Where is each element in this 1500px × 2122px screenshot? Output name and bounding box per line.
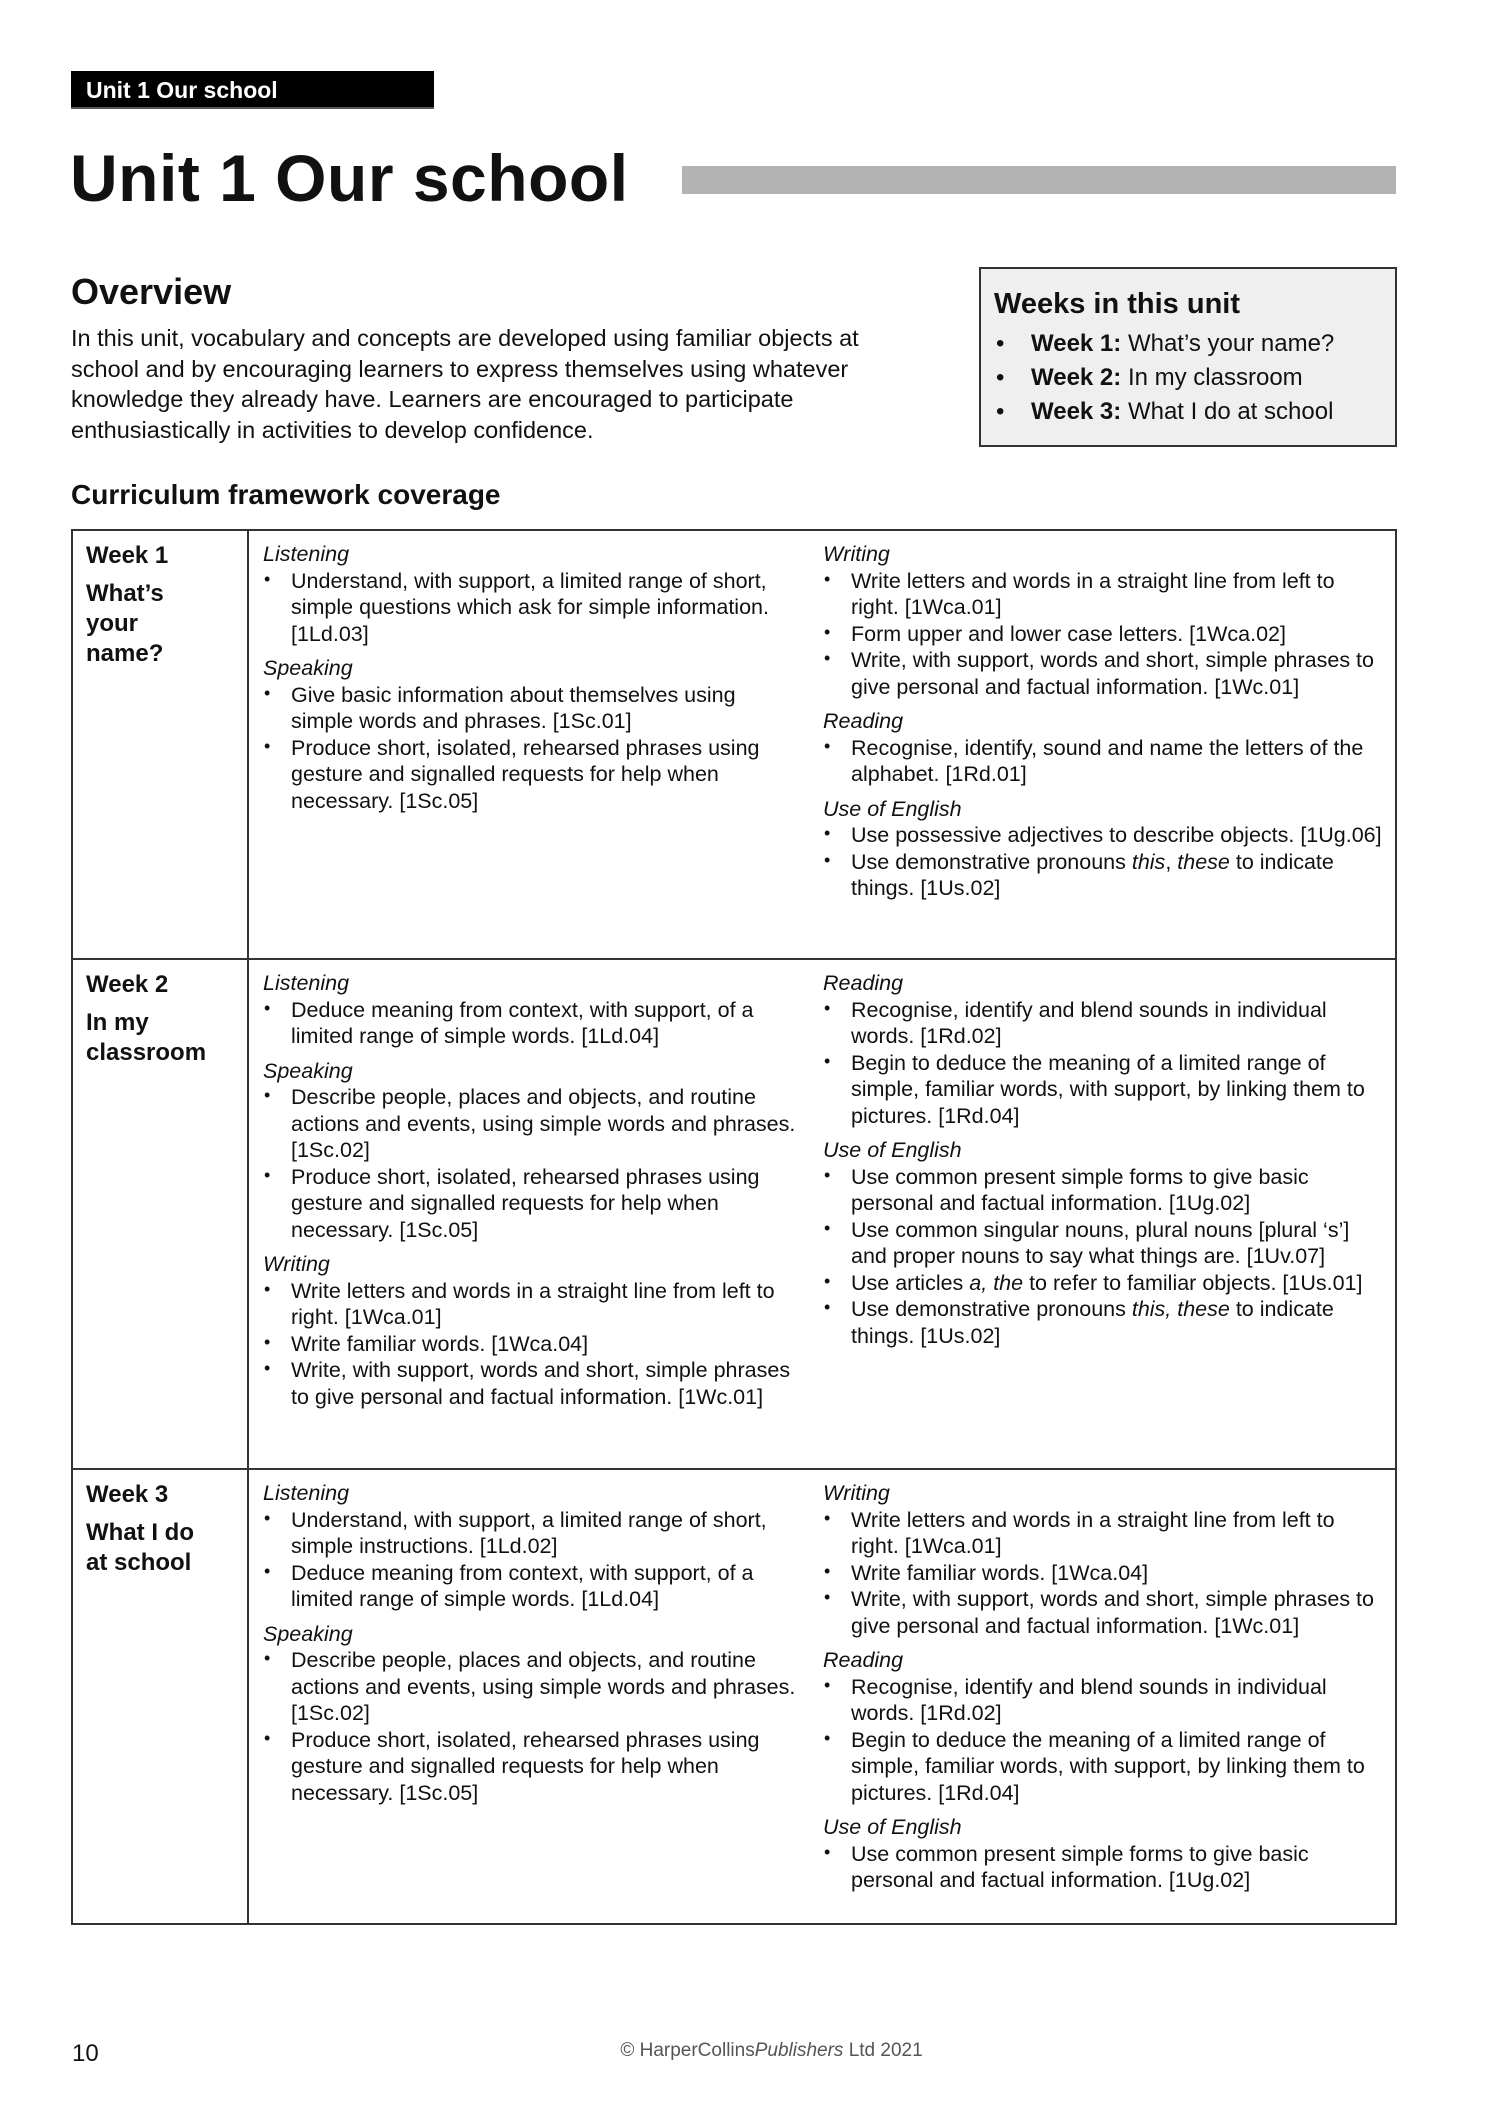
objective-item <box>823 1586 1385 1639</box>
skill-heading: Writing <box>263 1252 330 1276</box>
bullet-icon: • <box>996 330 1005 357</box>
objective-item <box>823 735 1385 788</box>
running-head: Unit 1 Our school <box>71 71 434 109</box>
skill-section <box>823 541 1385 700</box>
week-text: What I do at school <box>1127 398 1334 425</box>
objective-text: Recognise, identify and blend sounds in individual words. [1Rd.02] <box>851 1674 1327 1725</box>
bullet-icon: • <box>824 735 831 756</box>
skill-section <box>823 1137 1385 1349</box>
bullet-icon: • <box>824 1507 831 1528</box>
skill-heading: Speaking <box>263 1058 353 1083</box>
bullet-icon: • <box>824 1297 831 1317</box>
bullet-icon: • <box>824 1050 831 1071</box>
objective-item <box>823 621 1385 648</box>
objective-list <box>263 1278 803 1411</box>
objective-item <box>263 1084 803 1164</box>
bullet-icon: • <box>824 1587 831 1607</box>
objective-item <box>823 997 1385 1050</box>
bullet-icon: • <box>264 1164 271 1185</box>
skill-section <box>823 708 1385 788</box>
objective-item <box>263 997 803 1050</box>
objective-item <box>263 568 803 648</box>
bullet-icon: • <box>264 1727 271 1748</box>
objective-text: Write letters and words in a straight line from left to right. [1Wca.01] <box>851 1507 1335 1558</box>
skill-heading: Use of English <box>823 1815 962 1839</box>
objective-text: Produce short, isolated, rehearsed phrases using gesture and signalled requests for help when necessary. [1Sc.05] <box>291 1727 760 1805</box>
skill-heading: Reading <box>823 971 904 995</box>
week-cell <box>72 959 248 1469</box>
objective-text: Write familiar words. [1Wca.04] <box>851 1560 1149 1585</box>
skill-heading: Use of English <box>823 1138 962 1162</box>
week-text: What’s your name? <box>1127 330 1335 357</box>
skill-heading: Listening <box>263 1481 350 1505</box>
objective-list <box>823 997 1385 1130</box>
skill-heading: Writing <box>823 1481 890 1505</box>
bullet-icon: • <box>264 568 271 589</box>
week-label: Week 2: <box>1031 364 1122 391</box>
bullet-icon: • <box>824 997 831 1018</box>
title-decorative-bar <box>682 166 1396 194</box>
week-text: In my classroom <box>1127 364 1303 391</box>
objective-text: Begin to deduce the meaning of a limited range of simple, familiar words, with support, by linking them to pictures. [1Rd.04] <box>851 1050 1365 1128</box>
page-title: Unit 1 Our school <box>70 141 629 215</box>
bullet-icon: • <box>824 568 831 589</box>
objective-text: Deduce meaning from context, with support, of a limited range of simple words. [1Ld.04] <box>291 1560 754 1611</box>
skill-section <box>263 1058 803 1244</box>
objective-text: Write letters and words in a straight line from left to right. [1Wca.01] <box>851 568 1335 619</box>
objective-list <box>823 822 1385 902</box>
bullet-icon: • <box>824 1727 831 1748</box>
objective-item <box>263 1357 803 1410</box>
skill-section <box>823 796 1385 902</box>
objective-text: Understand, with support, a limited range of short, simple questions which ask for simple information. [1Ld.03] <box>291 568 769 646</box>
skill-heading: Use of English <box>823 796 962 821</box>
objective-text: Write letters and words in a straight line from left to right. [1Wca.01] <box>291 1278 775 1329</box>
objective-text: Use possessive adjectives to describe objects. [1Ug.06] <box>851 823 1382 847</box>
weeks-box-heading: Weeks in this unit <box>994 288 1241 320</box>
objective-list <box>823 1674 1385 1807</box>
objective-list <box>263 1647 803 1806</box>
bullet-icon: • <box>824 1164 831 1185</box>
objective-list <box>263 997 803 1050</box>
objective-list <box>823 1507 1385 1640</box>
curriculum-row <box>72 530 1396 959</box>
skill-heading: Speaking <box>263 1621 353 1646</box>
skill-heading: Reading <box>823 1648 904 1672</box>
objective-item <box>263 1560 803 1613</box>
skill-heading: Listening <box>263 971 350 995</box>
objective-text: Understand, with support, a limited range of short, simple instructions. [1Ld.02] <box>291 1507 767 1558</box>
page-number: 10 <box>72 2040 99 2067</box>
skills-cell-left <box>248 530 813 959</box>
objective-item <box>263 1647 803 1727</box>
objective-item <box>823 647 1385 700</box>
weeks-list <box>994 327 1383 429</box>
bullet-icon: • <box>824 1841 831 1862</box>
objective-list <box>263 682 803 815</box>
objective-item <box>823 568 1385 621</box>
objective-text: Deduce meaning from context, with support, of a limited range of simple words. [1Ld.04] <box>291 997 754 1048</box>
copyright-italic: Publishers <box>754 2040 844 2061</box>
skill-heading: Speaking <box>263 656 353 680</box>
skill-section <box>263 1480 803 1613</box>
objective-text: Use articles a, the to refer to familiar objects. [1Us.01] <box>851 1270 1363 1295</box>
curriculum-row <box>72 959 1396 1469</box>
objective-text: Use common singular nouns, plural nouns [plural ‘s’] and proper nouns to say what things are. [1Uv.07] <box>851 1217 1350 1268</box>
overview-text: In this unit, vocabulary and concepts are developed using familiar objects at school and by encouraging learners to express themselves using whatever knowledge they already have. Learners are encouraged to participate enthusiastically in activities to develop confidence. <box>71 325 859 443</box>
bullet-icon: • <box>824 648 831 668</box>
objective-text: Recognise, identify, sound and name the letters of the alphabet. [1Rd.01] <box>851 735 1364 786</box>
skills-cell-right <box>813 1469 1396 1924</box>
objective-item <box>823 1560 1385 1587</box>
objective-text: Use demonstrative pronouns this, these to indicate things. [1Us.02] <box>851 849 1334 900</box>
objective-item <box>263 1727 803 1807</box>
bullet-icon: • <box>264 735 271 756</box>
skill-section <box>823 1480 1385 1639</box>
objective-item <box>823 1050 1385 1130</box>
objective-item <box>263 682 803 735</box>
weeks-in-unit-box <box>979 267 1397 447</box>
bullet-icon: • <box>824 1560 831 1581</box>
week-title: What I do at school <box>86 1519 194 1576</box>
skill-heading: Reading <box>823 709 904 733</box>
objective-text: Begin to deduce the meaning of a limited range of simple, familiar words, with support, by linking them to pictures. [1Rd.04] <box>851 1727 1365 1805</box>
copyright-prefix: © HarperCollins <box>620 2040 755 2061</box>
week-label: Week 1: <box>1031 330 1122 357</box>
week-title: In my classroom <box>86 1009 207 1066</box>
bullet-icon: • <box>264 1560 271 1581</box>
bullet-icon: • <box>264 1358 271 1378</box>
weeks-list-item <box>994 361 1383 395</box>
bullet-icon: • <box>824 849 831 870</box>
skill-heading: Listening <box>263 542 350 566</box>
skill-section <box>263 1251 803 1410</box>
objective-list <box>823 568 1385 701</box>
skill-section <box>823 1814 1385 1894</box>
bullet-icon: • <box>996 398 1005 425</box>
bullet-icon: • <box>824 1674 831 1695</box>
objective-text: Write, with support, words and short, simple phrases to give personal and factual information. [1Wc.01] <box>851 648 1374 699</box>
objective-item <box>823 1164 1385 1217</box>
objective-text: Produce short, isolated, rehearsed phrases using gesture and signalled requests for help when necessary. [1Sc.05] <box>291 1164 760 1242</box>
objective-text: Use common present simple forms to give basic personal and factual information. [1Ug.02] <box>851 1164 1309 1215</box>
bullet-icon: • <box>264 1331 271 1352</box>
skill-section <box>823 1647 1385 1806</box>
bullet-icon: • <box>264 1507 271 1528</box>
copyright <box>0 2040 1500 2062</box>
objective-text: Produce short, isolated, rehearsed phrases using gesture and signalled requests for help when necessary. [1Sc.05] <box>291 735 760 813</box>
bullet-icon: • <box>264 1278 271 1299</box>
curriculum-table <box>71 529 1397 1925</box>
skill-section <box>263 970 803 1050</box>
objective-item <box>263 1507 803 1560</box>
objective-text: Use common present simple forms to give basic personal and factual information. [1Ug.02] <box>851 1841 1309 1892</box>
skills-cell-right <box>813 959 1396 1469</box>
objective-item <box>823 1674 1385 1727</box>
bullet-icon: • <box>264 1085 271 1105</box>
bullet-icon: • <box>264 1648 271 1668</box>
objective-list <box>823 1164 1385 1350</box>
bullet-icon: • <box>824 621 831 642</box>
objective-item <box>823 1270 1385 1297</box>
skill-section <box>263 541 803 647</box>
objective-text: Give basic information about themselves using simple words and phrases. [1Sc.01] <box>291 682 736 733</box>
objective-item <box>263 1278 803 1331</box>
objective-item <box>263 1331 803 1358</box>
skill-section <box>263 1621 803 1807</box>
objective-item <box>823 849 1385 902</box>
objective-list <box>823 735 1385 788</box>
skills-cell-left <box>248 959 813 1469</box>
bullet-icon: • <box>996 364 1005 391</box>
bullet-icon: • <box>824 1270 831 1291</box>
copyright-suffix: Ltd 2021 <box>843 2040 923 2061</box>
objective-item <box>823 1296 1385 1349</box>
objective-text: Use demonstrative pronouns this, these to indicate things. [1Us.02] <box>851 1297 1334 1348</box>
week-label: Week 3: <box>1031 398 1122 425</box>
objective-text: Form upper and lower case letters. [1Wca.02] <box>851 621 1286 646</box>
objective-list <box>263 1084 803 1243</box>
objective-item <box>823 1217 1385 1270</box>
objective-item <box>263 1164 803 1244</box>
week-number: Week 1 <box>86 542 169 569</box>
objective-item <box>823 1727 1385 1807</box>
skill-heading: Writing <box>823 542 890 566</box>
objective-text: Describe people, places and objects, and routine actions and events, using simple words and phrases. [1Sc.02] <box>291 1648 796 1725</box>
skills-cell-right <box>813 530 1396 959</box>
objective-text: Write, with support, words and short, simple phrases to give personal and factual information. [1Wc.01] <box>291 1358 791 1409</box>
objective-list <box>823 1841 1385 1894</box>
objective-item <box>823 822 1385 849</box>
bullet-icon: • <box>824 823 831 843</box>
objective-text: Write familiar words. [1Wca.04] <box>291 1331 589 1356</box>
skill-section <box>263 655 803 814</box>
curriculum-heading: Curriculum framework coverage <box>71 479 501 510</box>
week-cell <box>72 1469 248 1924</box>
weeks-list-item <box>994 327 1383 361</box>
objective-item <box>823 1507 1385 1560</box>
week-title: What’s your name? <box>86 580 164 667</box>
week-cell <box>72 530 248 959</box>
objective-list <box>263 568 803 648</box>
skill-section <box>823 970 1385 1129</box>
bullet-icon: • <box>824 1217 831 1238</box>
objective-text: Write, with support, words and short, simple phrases to give personal and factual information. [1Wc.01] <box>851 1587 1374 1638</box>
week-number: Week 2 <box>86 971 169 998</box>
objective-text: Describe people, places and objects, and routine actions and events, using simple words and phrases. [1Sc.02] <box>291 1085 796 1162</box>
week-number: Week 3 <box>86 1481 169 1508</box>
objective-text: Recognise, identify and blend sounds in individual words. [1Rd.02] <box>851 997 1327 1048</box>
weeks-list-item <box>994 395 1383 429</box>
bullet-icon: • <box>264 682 271 703</box>
skills-cell-left <box>248 1469 813 1924</box>
bullet-icon: • <box>264 997 271 1018</box>
objective-list <box>263 1507 803 1613</box>
objective-item <box>263 735 803 815</box>
objective-item <box>823 1841 1385 1894</box>
curriculum-row <box>72 1469 1396 1924</box>
overview-heading: Overview <box>71 271 232 312</box>
